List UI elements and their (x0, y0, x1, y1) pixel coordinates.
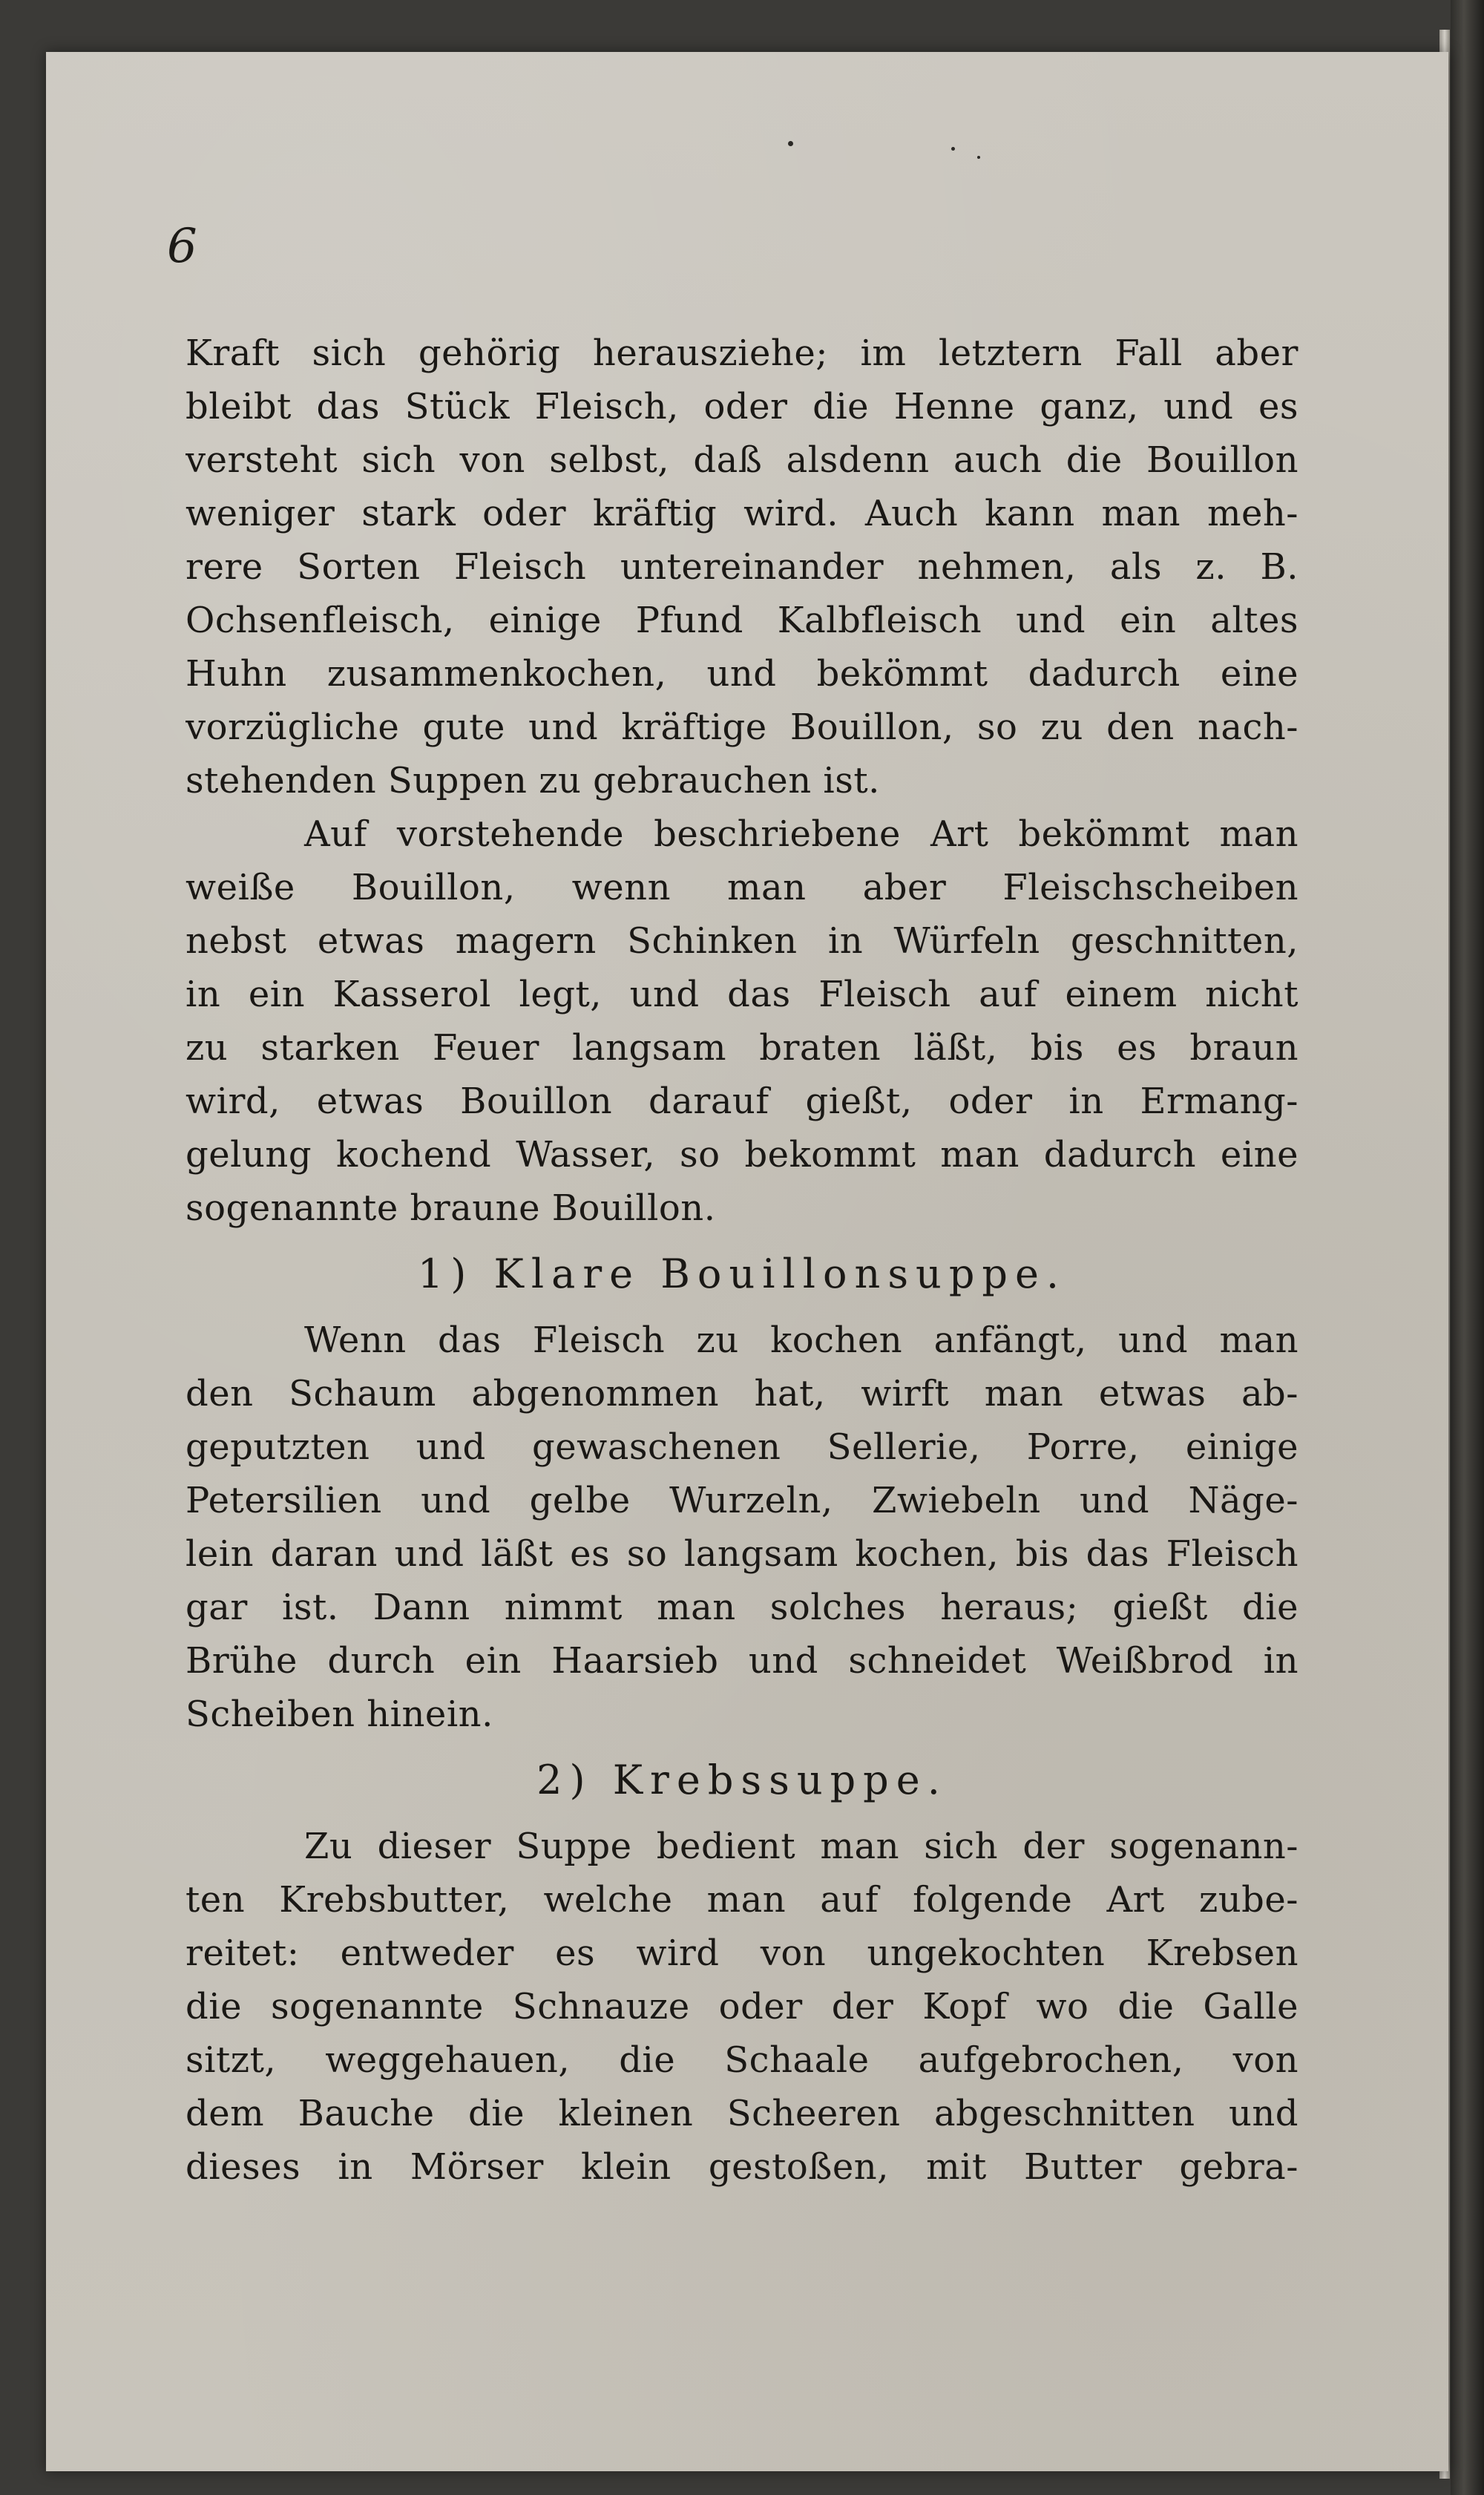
text-line: rere Sorten Fleisch untereinander nehmen, als z. B. (186, 546, 1298, 588)
text-line: Scheiben hinein. (186, 1694, 493, 1735)
recipe-clear-bouillon-soup (186, 1314, 1298, 1741)
text-line: stehenden Suppen zu gebrauchen ist. (186, 760, 880, 801)
text-line: in ein Kasserol legt, und das Fleisch auf einem nicht (186, 974, 1298, 1015)
text-line: sitzt, weggehauen, die Schaale aufgebrochen, von (186, 2039, 1298, 2081)
page-number: 6 (167, 219, 197, 274)
text-line: zu starken Feuer langsam braten läßt, bis es braun (186, 1027, 1298, 1069)
recipe-crayfish-soup (186, 1820, 1298, 2194)
text-line: Brühe durch ein Haarsieb und schneidet Weißbrod in (186, 1640, 1298, 1682)
text-line: weiße Bouillon, wenn man aber Fleischscheiben (186, 867, 1298, 908)
recipe-heading: 2) Krebssuppe. (536, 1757, 948, 1803)
text-line: versteht sich von selbst, daß alsdenn auch die Bouillon (186, 439, 1298, 481)
text-line: nebst etwas magern Schinken in Würfeln geschnitten, (186, 920, 1298, 962)
text-line: reitet: entweder es wird von ungekochten Krebsen (186, 1932, 1298, 1974)
text-line: die sogenannte Schnauze oder der Kopf wo die Galle (186, 1986, 1298, 2027)
recipe-heading: 1) Klare Bouillonsuppe. (417, 1250, 1067, 1297)
text-line: ten Krebsbutter, welche man auf folgende Art zube- (186, 1879, 1298, 1921)
text-line: weniger stark oder kräftig wird. Auch kann man meh- (186, 493, 1298, 534)
text-line: Ochsenfleisch, einige Pfund Kalbfleisch und ein altes (186, 600, 1298, 641)
dust-speck (788, 141, 793, 146)
text-line: Kraft sich gehörig herausziehe; im letztern Fall aber (186, 332, 1298, 374)
text-line: gelung kochend Wasser, so bekommt man dadurch eine (186, 1134, 1298, 1176)
text-line: Zu dieser Suppe bedient man sich der sogenann- (304, 1826, 1298, 1867)
scan-background (1451, 0, 1484, 2495)
page-text (186, 327, 1298, 2194)
text-line: Auf vorstehende beschriebene Art bekömmt man (304, 813, 1298, 855)
dust-speck (977, 156, 980, 159)
text-line: bleibt das Stück Fleisch, oder die Henne ganz, und es (186, 386, 1298, 427)
text-line: sogenannte braune Bouillon. (186, 1187, 716, 1229)
text-line: gar ist. Dann nimmt man solches heraus; gießt die (186, 1587, 1298, 1628)
text-line: Petersilien und gelbe Wurzeln, Zwiebeln und Näge- (186, 1480, 1298, 1521)
text-line: Wenn das Fleisch zu kochen anfängt, und man (304, 1319, 1298, 1361)
text-line: vorzügliche gute und kräftige Bouillon, so zu den nach- (186, 706, 1298, 748)
text-line: wird, etwas Bouillon darauf gießt, oder in Ermang- (186, 1081, 1298, 1122)
text-line: dem Bauche die kleinen Scheeren abgeschnitten und (186, 2093, 1298, 2134)
text-line: dieses in Mörser klein gestoßen, mit Butter gebra- (186, 2146, 1298, 2188)
paragraph-intro-continuation (186, 327, 1298, 807)
dust-speck (951, 147, 955, 151)
text-line: Huhn zusammenkochen, und bekömmt dadurch eine (186, 653, 1298, 695)
paragraph-brown-bouillon (186, 807, 1298, 1235)
text-line: geputzten und gewaschenen Sellerie, Porre, einige (186, 1426, 1298, 1468)
text-line: lein daran und läßt es so langsam kochen, bis das Fleisch (186, 1533, 1298, 1575)
text-line: den Schaum abgenommen hat, wirft man etwas ab- (186, 1373, 1298, 1414)
